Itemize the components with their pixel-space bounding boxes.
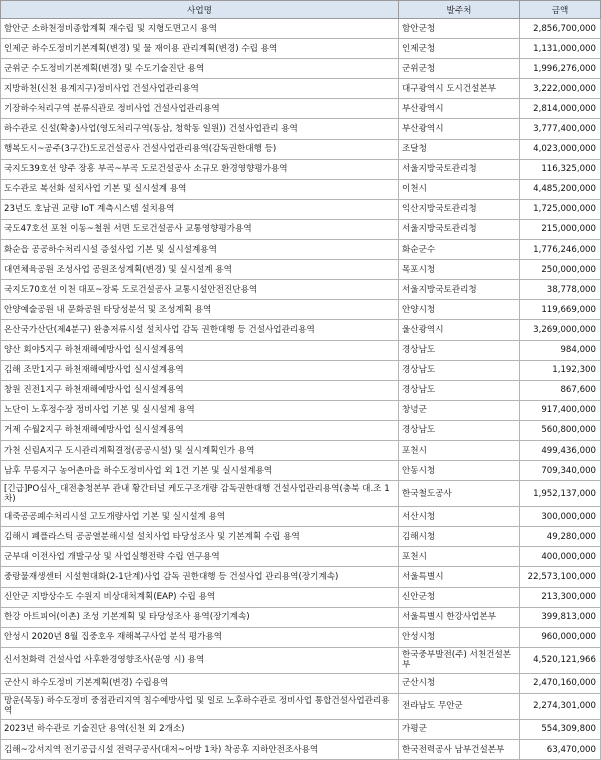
cell-client: 군위군청 xyxy=(399,59,520,79)
table-row xyxy=(1,587,601,607)
table-row xyxy=(1,280,601,300)
table-header xyxy=(1,1,601,19)
cell-client: 목포시청 xyxy=(399,260,520,280)
table-row xyxy=(1,119,601,139)
cell-project: 화순읍 공공하수처리시설 증설사업 기본 및 실시설계용역 xyxy=(1,240,399,260)
cell-amount: 499,436,000 xyxy=(520,440,601,460)
cell-project: 창원 진전1지구 하천재해예방사업 실시설계용역 xyxy=(1,380,399,400)
cell-amount: 38,778,000 xyxy=(520,280,601,300)
cell-project: 기장하수처리구역 분류식관로 정비사업 건설사업관리용역 xyxy=(1,99,399,119)
table-row xyxy=(1,360,601,380)
header-amount: 금액 xyxy=(520,1,601,19)
cell-project: 안양예술공원 내 문화공원 타당성분석 및 조성계획 용역 xyxy=(1,300,399,320)
table-row xyxy=(1,320,601,340)
cell-client: 군산시청 xyxy=(399,673,520,693)
table-row xyxy=(1,673,601,693)
cell-project: 남후 무릉지구 농어촌마을 하수도정비사업 외 1건 기본 및 실시설계용역 xyxy=(1,461,399,481)
table-row xyxy=(1,159,601,179)
cell-project: 거제 수월2지구 하천재해예방사업 실시설계용역 xyxy=(1,420,399,440)
cell-client: 안성시청 xyxy=(399,627,520,647)
table-row xyxy=(1,179,601,199)
table-row xyxy=(1,740,601,760)
cell-amount: 4,485,200,000 xyxy=(520,179,601,199)
cell-client: 함안군청 xyxy=(399,19,520,39)
cell-amount: 1,776,246,000 xyxy=(520,240,601,260)
table-row xyxy=(1,567,601,587)
cell-amount: 1,952,137,000 xyxy=(520,481,601,507)
cell-amount: 2,856,700,000 xyxy=(520,19,601,39)
cell-client: 창녕군 xyxy=(399,400,520,420)
cell-amount: 213,300,000 xyxy=(520,587,601,607)
cell-project: 국지도70호선 이천 대포~장록 도로건설공사 교통시설안전진단용역 xyxy=(1,280,399,300)
cell-amount: 960,000,000 xyxy=(520,627,601,647)
table-row xyxy=(1,380,601,400)
table-row xyxy=(1,693,601,719)
cell-project: 노단이 노후정수장 정비사업 기본 및 실시설계 용역 xyxy=(1,400,399,420)
cell-amount: 63,470,000 xyxy=(520,740,601,760)
cell-amount: 554,309,800 xyxy=(520,719,601,739)
table-row xyxy=(1,300,601,320)
cell-client: 대구광역시 도시건설본부 xyxy=(399,79,520,99)
cell-client: 포천시 xyxy=(399,440,520,460)
cell-client: 서울지방국토관리청 xyxy=(399,280,520,300)
table-row xyxy=(1,627,601,647)
cell-client: 경상남도 xyxy=(399,340,520,360)
cell-project: 행복도시~공주(3구간)도로건설공사 건설사업관리용역(감독권한대행 등) xyxy=(1,139,399,159)
cell-project: 가천 신림A지구 도시관리계획결정(공공시설) 및 실시계획인가 용역 xyxy=(1,440,399,460)
table-row xyxy=(1,79,601,99)
cell-project: 김해시 폐플라스틱 공공열분해시설 설치사업 타당성조사 및 기본계획 수립 용역 xyxy=(1,527,399,547)
table-row xyxy=(1,420,601,440)
table-row xyxy=(1,527,601,547)
cell-amount: 49,280,000 xyxy=(520,527,601,547)
table-row xyxy=(1,99,601,119)
table-row xyxy=(1,481,601,507)
cell-project: 김해 조만1지구 하천재해예방사업 실시설계용역 xyxy=(1,360,399,380)
table-row xyxy=(1,199,601,219)
cell-amount: 3,269,000,000 xyxy=(520,320,601,340)
cell-project: 도수관로 복선화 설치사업 기본 및 실시설계 용역 xyxy=(1,179,399,199)
cell-client: 신안군청 xyxy=(399,587,520,607)
cell-client: 김해시청 xyxy=(399,527,520,547)
cell-client: 가평군 xyxy=(399,719,520,739)
table-row xyxy=(1,39,601,59)
cell-project: 2023년 하수관로 기술진단 용역(신천 외 2개소) xyxy=(1,719,399,739)
table-row xyxy=(1,647,601,673)
table-row xyxy=(1,440,601,460)
cell-client: 익산지방국토관리청 xyxy=(399,199,520,219)
cell-project: 지방하천(신천 용계지구)정비사업 건설사업관리용역 xyxy=(1,79,399,99)
cell-client: 서산시청 xyxy=(399,507,520,527)
cell-amount: 984,000 xyxy=(520,340,601,360)
cell-project: 신서천화력 건설사업 사후환경영향조사(운영 시) 용역 xyxy=(1,647,399,673)
cell-amount: 2,274,301,000 xyxy=(520,693,601,719)
cell-project: 군위군 수도정비기본계획(변경) 및 수도기술진단 용역 xyxy=(1,59,399,79)
cell-amount: 709,340,000 xyxy=(520,461,601,481)
cell-amount: 4,023,000,000 xyxy=(520,139,601,159)
cell-client: 포천시 xyxy=(399,547,520,567)
cell-client: 한국전력공사 남부건설본부 xyxy=(399,740,520,760)
table-row xyxy=(1,340,601,360)
cell-client: 울산광역시 xyxy=(399,320,520,340)
header-row xyxy=(1,1,601,19)
cell-client: 한국중부발전(주) 서천건설본부 xyxy=(399,647,520,673)
cell-amount: 2,470,160,000 xyxy=(520,673,601,693)
cell-amount: 119,669,000 xyxy=(520,300,601,320)
table-row xyxy=(1,400,601,420)
cell-amount: 250,000,000 xyxy=(520,260,601,280)
cell-amount: 1,192,300 xyxy=(520,360,601,380)
cell-client: 안동시청 xyxy=(399,461,520,481)
cell-project: 함안군 소하천정비종합계획 재수립 및 지형도면고시 용역 xyxy=(1,19,399,39)
cell-project: [긴급]PO심사_대전충청본부 관내 황간터널 케도구조개량 감독권한대행 건설사업관리용역(충북 대.조 1차) xyxy=(1,481,399,507)
cell-amount: 1,996,276,000 xyxy=(520,59,601,79)
table-row xyxy=(1,139,601,159)
table-row xyxy=(1,507,601,527)
cell-project: 망운(목동) 하수도정비 중점관리지역 침수예방사업 및 일로 노후하수관로 정비사업 통합건설사업관리용역 xyxy=(1,693,399,719)
cell-amount: 215,000,000 xyxy=(520,219,601,239)
cell-client: 인제군청 xyxy=(399,39,520,59)
cell-project: 군부대 이전사업 개발구상 및 사업실행전략 수립 연구용역 xyxy=(1,547,399,567)
cell-amount: 3,222,000,000 xyxy=(520,79,601,99)
cell-project: 인제군 하수도정비기본계획(변경) 및 물 재이용 관리계획(변경) 수립 용역 xyxy=(1,39,399,59)
cell-amount: 917,400,000 xyxy=(520,400,601,420)
cell-project: 중랑물재생센터 시설현대화(2-1단계)사업 감독 권한대행 등 건설사업 관리용역(장기계속) xyxy=(1,567,399,587)
cell-client: 경상남도 xyxy=(399,420,520,440)
header-client: 발주처 xyxy=(399,1,520,19)
cell-amount: 1,725,000,000 xyxy=(520,199,601,219)
cell-amount: 1,131,000,000 xyxy=(520,39,601,59)
table-row xyxy=(1,19,601,39)
cell-project: 군산시 하수도정비 기본계획(변경) 수립용역 xyxy=(1,673,399,693)
cell-project: 하수관로 신설(확충)사업(영도처리구역(동삼, 청학동 일원)) 건설사업관리 용역 xyxy=(1,119,399,139)
cell-client: 부산광역시 xyxy=(399,119,520,139)
cell-client: 안양시청 xyxy=(399,300,520,320)
table-row xyxy=(1,260,601,280)
cell-client: 서울지방국토관리청 xyxy=(399,159,520,179)
cell-amount: 300,000,000 xyxy=(520,507,601,527)
table-body xyxy=(1,19,601,760)
cell-project: 한강 아트피어(이촌) 조성 기본계획 및 타당성조사 용역(장기계속) xyxy=(1,607,399,627)
table-row xyxy=(1,719,601,739)
cell-project: 양산 회야5지구 하천재해예방사업 실시설계용역 xyxy=(1,340,399,360)
cell-client: 경상남도 xyxy=(399,380,520,400)
cell-project: 국도47호선 포천 이동~철원 서면 도로건설공사 교통영향평가용역 xyxy=(1,219,399,239)
cell-client: 화순군수 xyxy=(399,240,520,260)
table-row xyxy=(1,59,601,79)
cell-project: 김해~강서지역 전기공급시설 전력구공사(대저~어방 1차) 착공후 지하안전조사용역 xyxy=(1,740,399,760)
cell-project: 신안군 지방상수도 수원지 비상대처계획(EAP) 수립 용역 xyxy=(1,587,399,607)
cell-client: 조달청 xyxy=(399,139,520,159)
cell-project: 국지도39호선 양주 장흥 부곡~부곡 도로건설공사 소규모 환경영향평가용역 xyxy=(1,159,399,179)
table-row xyxy=(1,240,601,260)
cell-client: 이천시 xyxy=(399,179,520,199)
table-row xyxy=(1,461,601,481)
cell-amount: 560,800,000 xyxy=(520,420,601,440)
cell-project: 대죽공공폐수처리시설 고도개량사업 기본 및 실시설계 용역 xyxy=(1,507,399,527)
table-row xyxy=(1,607,601,627)
cell-amount: 2,814,000,000 xyxy=(520,99,601,119)
cell-project: 대연체육공원 조성사업 공원조성계획(변경) 및 실시설계 용역 xyxy=(1,260,399,280)
cell-client: 전라남도 무안군 xyxy=(399,693,520,719)
header-project: 사업명 xyxy=(1,1,399,19)
cell-client: 서울특별시 xyxy=(399,567,520,587)
cell-amount: 400,000,000 xyxy=(520,547,601,567)
cell-amount: 867,600 xyxy=(520,380,601,400)
cell-client: 서울특별시 한강사업본부 xyxy=(399,607,520,627)
cell-client: 경상남도 xyxy=(399,360,520,380)
table-row xyxy=(1,547,601,567)
cell-amount: 22,573,100,000 xyxy=(520,567,601,587)
cell-client: 부산광역시 xyxy=(399,99,520,119)
cell-project: 23년도 호남권 교량 IoT 계측시스템 설치용역 xyxy=(1,199,399,219)
cell-client: 서울지방국토관리청 xyxy=(399,219,520,239)
cell-project: 안성시 2020년 8월 집중호우 재해복구사업 분석 평가용역 xyxy=(1,627,399,647)
cell-client: 한국철도공사 xyxy=(399,481,520,507)
cell-amount: 4,520,121,966 xyxy=(520,647,601,673)
cell-amount: 116,325,000 xyxy=(520,159,601,179)
cell-amount: 399,813,000 xyxy=(520,607,601,627)
cell-project: 온산국가산단(제4분구) 완충저류시설 설치사업 감독 권한대행 등 건설사업관리용역 xyxy=(1,320,399,340)
table-row xyxy=(1,219,601,239)
cell-amount: 3,777,400,000 xyxy=(520,119,601,139)
